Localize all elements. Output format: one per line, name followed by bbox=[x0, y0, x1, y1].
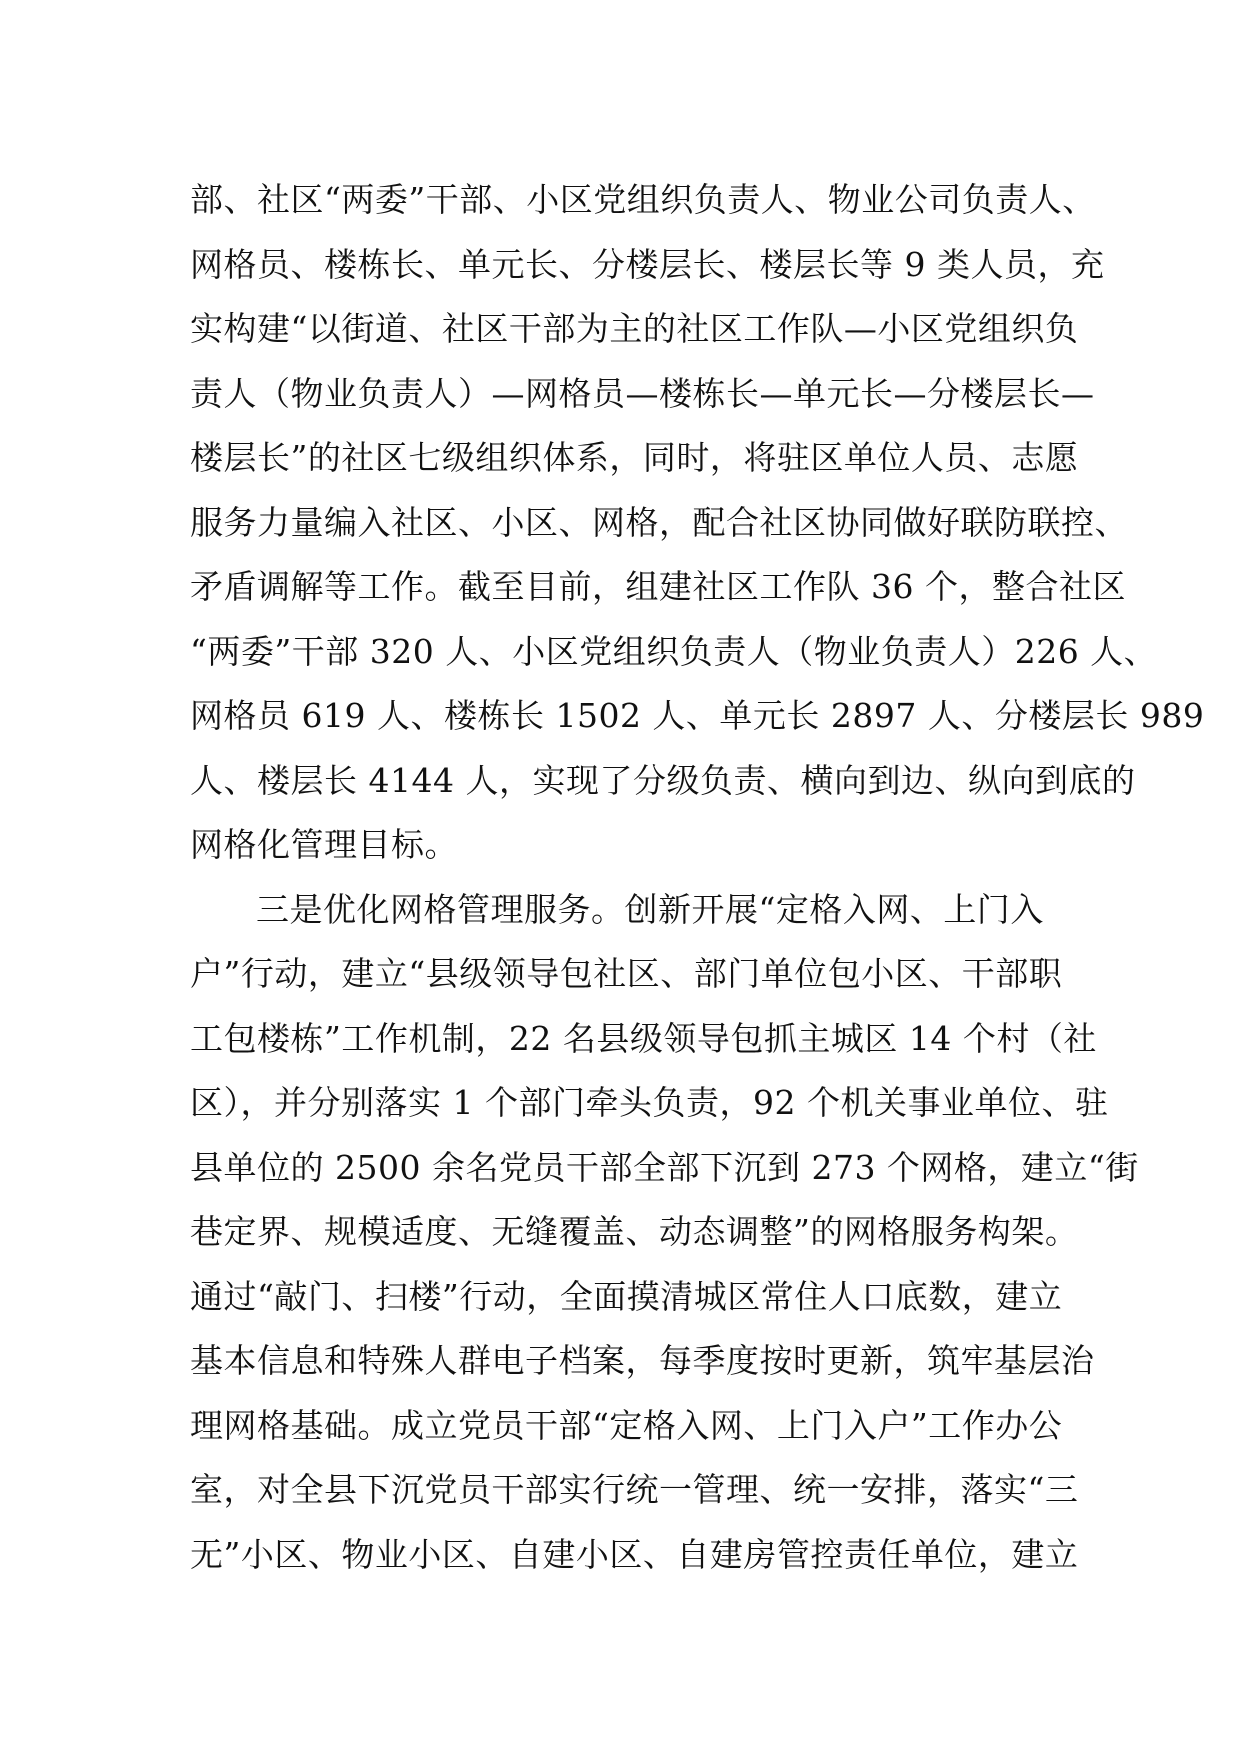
paragraph-continuation bbox=[190, 168, 1205, 878]
text-line: 无”小区、物业小区、自建小区、自建房管控责任单位，建立 bbox=[190, 1534, 1079, 1574]
text-line: “两委”干部 320 人、小区党组织负责人（物业负责人）226 人、 bbox=[190, 631, 1158, 671]
text-line: 部、社区“两委”干部、小区党组织负责人、物业公司负责人、 bbox=[190, 180, 1096, 219]
text-line: 巷定界、规模适度、无缝覆盖、动态调整”的网格服务构架。 bbox=[190, 1212, 1079, 1251]
text-line: 通过“敲门、扫楼”行动，全面摸清城区常住人口底数，建立 bbox=[190, 1276, 1063, 1316]
text-line: 网格员、楼栋长、单元长、分楼层长、楼层长等 9 类人员，充 bbox=[190, 244, 1105, 284]
text-line: 室，对全县下沉党员干部实行统一管理、统一安排，落实“三 bbox=[190, 1470, 1079, 1509]
text-line: 区），并分别落实 1 个部门牵头负责，92 个机关事业单位、驻 bbox=[190, 1083, 1109, 1122]
text-line: 理网格基础。成立党员干部“定格入网、上门入户”工作办公 bbox=[190, 1405, 1063, 1445]
text-line: 服务力量编入社区、小区、网格，配合社区协同做好联防联控、 bbox=[190, 502, 1128, 542]
text-line: 基本信息和特殊人群电子档案，每季度按时更新，筑牢基层治 bbox=[190, 1341, 1095, 1380]
text-line: 责人（物业负责人）—网格员—楼栋长—单元长—分楼层长— bbox=[190, 373, 1095, 413]
text-line: 网格化管理目标。 bbox=[190, 825, 458, 864]
text-line: 县单位的 2500 余名党员干部全部下沉到 273 个网格，建立“街 bbox=[190, 1147, 1139, 1187]
text-line-indented: 三是优化网格管理服务。创新开展“定格入网、上门入 bbox=[256, 889, 1044, 929]
text-line: 户”行动，建立“县级领导包社区、部门单位包小区、干部职 bbox=[190, 954, 1063, 993]
text-line: 楼层长”的社区七级组织体系，同时，将驻区单位人员、志愿 bbox=[190, 438, 1079, 477]
text-line: 网格员 619 人、楼栋长 1502 人、单元长 2897 人、分楼层长 989 bbox=[190, 696, 1205, 735]
text-line: 人、楼层长 4144 人，实现了分级负责、横向到边、纵向到底的 bbox=[190, 760, 1136, 800]
text-line: 工包楼栋”工作机制，22 名县级领导包抓主城区 14 个村（社 bbox=[190, 1018, 1097, 1058]
text-line: 矛盾调解等工作。截至目前，组建社区工作队 36 个，整合社区 bbox=[190, 567, 1126, 606]
paragraph-grid-management bbox=[190, 878, 1139, 1588]
body-text bbox=[190, 168, 1205, 1587]
text-line: 实构建“以街道、社区干部为主的社区工作队—小区党组织负 bbox=[190, 309, 1079, 348]
